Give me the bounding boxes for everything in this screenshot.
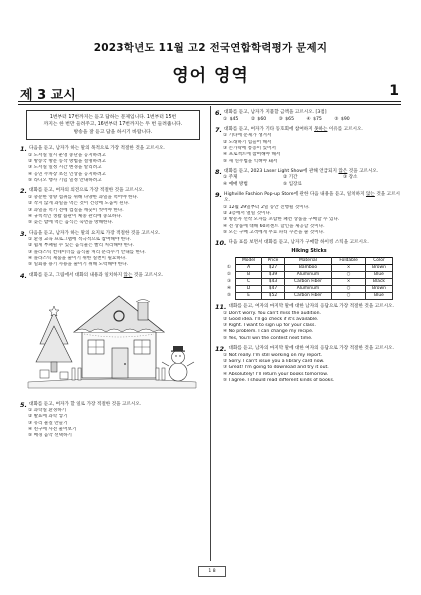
- subject-title: 영어 영역: [172, 66, 249, 86]
- table-cell: $27: [262, 264, 285, 271]
- choice-3[interactable]: ③ $65: [278, 116, 295, 122]
- table-row: [223, 271, 393, 278]
- question-number: 6.: [215, 109, 222, 117]
- choice-4[interactable]: ④ 친구에 사전 물어보기: [28, 427, 77, 432]
- text-segment: 것을 고르시오.: [347, 168, 379, 174]
- text-segment: 것을 고르시오.: [224, 192, 400, 204]
- column-header: Model: [236, 257, 262, 264]
- choice-5[interactable]: ⑤ 새 연주법을 익혀야 돼서: [223, 158, 278, 164]
- choice-3[interactable]: ③ 손가락에 통증이 있어서: [223, 145, 276, 151]
- left-column: [20, 110, 206, 444]
- question-text: 대화를 듣고, 여자가 할 일로 가장 적절한 것을 고르시오.: [29, 401, 142, 407]
- choice-1[interactable]: ① 기타에 문제가 생겨서: [223, 133, 272, 139]
- question-text: [29, 273, 206, 280]
- choice-5[interactable]: ⑤ I agree. I should read different kinds of books.: [223, 377, 335, 383]
- choice-5[interactable]: ⑤ $90: [334, 116, 350, 122]
- table-header-row: [223, 257, 393, 264]
- column-header: Foldable: [332, 257, 366, 264]
- question-number: 2.: [20, 187, 27, 196]
- column-separator: [210, 106, 211, 561]
- table-cell: Brown: [365, 285, 392, 292]
- table-cell: C: [236, 278, 262, 285]
- table-cell: Blue: [365, 292, 392, 299]
- table-cell: Brown: [365, 264, 392, 271]
- table-cell: ×: [332, 264, 366, 271]
- question-4: [20, 273, 206, 398]
- right-column: [215, 110, 403, 388]
- table-corner: [223, 257, 236, 264]
- table-cell: Carbon Fiber: [284, 292, 331, 299]
- question-text: 대화를 듣고, 남자가 지불할 금액을 고르시오. [3점]: [224, 110, 327, 115]
- question-text: [224, 192, 403, 205]
- choice-4[interactable]: ④ 예매 방법: [223, 181, 248, 187]
- underlined-text: 않는: [365, 192, 375, 198]
- choice-list: [215, 133, 403, 165]
- table-cell: $47: [262, 285, 285, 292]
- choice-4[interactable]: ④ $75: [306, 116, 322, 122]
- choice-3[interactable]: ③ 장소: [343, 175, 358, 181]
- choice-2[interactable]: ② 작지 않게 과일을 먹는 것이 건강에 도움이 된다.: [28, 201, 130, 207]
- question-12: [215, 346, 403, 384]
- table-row: [223, 285, 393, 292]
- question-number: 12.: [215, 345, 227, 354]
- house-illustration: [26, 282, 198, 390]
- choice-4[interactable]: ④ 플라스틱 제품을 줄이기 위한 실천이 필요하다.: [28, 256, 127, 262]
- question-number: 11.: [215, 303, 227, 311]
- question-text: 다음을 듣고, 남자가 하는 말의 목적으로 가장 적절한 것을 고르시오.: [29, 146, 165, 152]
- table-cell: B: [236, 271, 262, 278]
- question-number: 10.: [215, 239, 227, 248]
- choice-1[interactable]: ① 과학실 환경하기: [28, 408, 67, 414]
- session-label: 제 3 교시: [20, 88, 76, 103]
- choice-1[interactable]: ① 주제: [223, 175, 238, 181]
- question-number: 9.: [215, 191, 222, 200]
- page-footer: 1 8: [198, 566, 226, 577]
- listening-notice: [26, 110, 200, 140]
- table-cell: Black: [365, 278, 392, 285]
- choice-list: [215, 205, 403, 237]
- text-segment: 대화를 듣고, 여자가 기타 동호회에 참여하지: [224, 126, 315, 132]
- choice-2[interactable]: ② Sorry. I can't issue you a library card now.: [223, 358, 325, 364]
- table-cell: $52: [262, 292, 285, 299]
- underlined-text: 못하는: [314, 126, 328, 132]
- table-cell: Bamboo: [284, 264, 331, 271]
- question-text: 다음을 듣고, 남자가 하는 말의 요지로 가장 적절한 것을 고르시오.: [29, 230, 161, 236]
- choice-4[interactable]: ④ 공연 주차장 초신 인상을 공지하려고: [28, 171, 106, 177]
- table-row: [223, 264, 393, 271]
- table-cell: $43: [262, 278, 285, 285]
- choice-2[interactable]: ② $60: [250, 116, 267, 122]
- header-rule-thin: [18, 104, 401, 105]
- question-text: 대화를 듣고, 여자의 의견으로 가장 적절한 것을 고르시오.: [29, 188, 145, 194]
- notice-line: 방송을 잘 듣고 답을 하시기 바랍니다.: [73, 129, 153, 135]
- row-choice-label[interactable]: ①: [223, 264, 236, 271]
- choice-2[interactable]: ② 노래하기 힘들어 해서: [223, 139, 272, 145]
- choice-list: [20, 195, 206, 227]
- choice-5[interactable]: ⑤ 라디오 행사 기념 일정 안내하려고: [28, 178, 102, 184]
- question-number: 4.: [20, 271, 27, 280]
- choice-3[interactable]: ③ 플라스틱 컨테이너를 음식물 처리 분리수거 안내를 한다.: [28, 249, 146, 255]
- choice-3[interactable]: ③ Great! I'm going to download and try it out.: [223, 365, 329, 371]
- choice-5[interactable]: ⑤ 일회용 용기 사용을 줄이기 위해 노력해야 한다.: [28, 262, 129, 268]
- text-segment: 대화를 듣고, 2023 Laser Light Show에 관해 언급되지: [224, 168, 339, 174]
- choice-3[interactable]: ③ 도서실 일정 시간 변경을 알리려고: [28, 165, 102, 171]
- text-segment: 이유를 고르시오.: [327, 126, 363, 132]
- question-1: [20, 146, 206, 184]
- choice-5[interactable]: ⑤ Yes, You'll win the contest next time.: [223, 335, 313, 341]
- choice-3[interactable]: ③ Right. I want to sign up for your class.: [223, 323, 316, 329]
- question-2: [20, 188, 206, 226]
- table-cell: D: [236, 285, 262, 292]
- table-cell: A: [236, 264, 262, 271]
- choice-4[interactable]: ④ No problem. I can change my recipe.: [223, 329, 314, 335]
- choice-5[interactable]: ⑤ 입장료: [283, 181, 302, 187]
- page-number: 1: [389, 83, 399, 99]
- hiking-sticks-table: [223, 257, 393, 300]
- row-choice-label[interactable]: ④: [223, 285, 236, 292]
- table-cell: ○: [332, 292, 366, 299]
- question-number: 5.: [20, 400, 27, 409]
- table-cell: E: [236, 292, 262, 299]
- choice-5[interactable]: ⑤ 모든 구매 고객에게 무료 파티 쿠폰을 줄 것이다.: [223, 230, 325, 236]
- choice-2[interactable]: ② 3층에서 열릴 것이다.: [223, 211, 272, 217]
- table-cell: ○: [332, 271, 366, 278]
- choice-2[interactable]: ② 기간: [283, 175, 298, 181]
- choice-4[interactable]: ④ 전 상품에 대해 60퍼센트 할인을 제공할 것이다.: [223, 223, 325, 229]
- column-header: Color: [365, 257, 392, 264]
- question-10: [215, 240, 403, 300]
- exam-header: [22, 40, 399, 86]
- question-text: 다음 표를 보면서 대화를 듣고, 남자가 구매할 하이킹 스틱을 고르시오.: [228, 240, 369, 246]
- column-header: Price: [262, 257, 285, 264]
- table-body: [223, 264, 393, 299]
- choice-5[interactable]: ⑤ 늦은 밤에 먹는 음식은 숙면을 방해한다.: [28, 220, 114, 226]
- notice-line: 까지는 한 번만 들려주고, 16번부터 17번까지는 두 번 들려줍니다.: [43, 122, 183, 128]
- choice-3[interactable]: ③ 방문자 선착 모자를 포함한 패션 상품을 구매할 수 있다.: [223, 217, 340, 223]
- header-rule: [18, 101, 401, 102]
- question-number: 3.: [20, 229, 27, 238]
- question-text: 대화를 듣고, 여자의 마지막 말에 대한 남자의 응답으로 가장 적절한 것을 고르시오.: [228, 304, 394, 309]
- row-choice-label[interactable]: ②: [223, 271, 236, 278]
- choice-list: [215, 175, 403, 188]
- question-number: 7.: [215, 125, 222, 134]
- choice-list: [215, 311, 403, 343]
- choice-list: [215, 353, 403, 385]
- choice-list: [20, 153, 206, 185]
- choice-1[interactable]: ① Don't worry. You can't miss the audition.: [223, 310, 321, 316]
- text-segment: 대화를 듣고, 그림에서 대화의 내용과 일치하지: [29, 272, 124, 278]
- question-number: 8.: [215, 167, 222, 176]
- exam-title: 2023학년도 11월 고2 전국연합학력평가 문제지: [93, 42, 328, 54]
- notice-line: 1번부터 17번까지는 듣고 답하는 문제입니다. 1번부터 15번: [49, 115, 177, 120]
- underlined-text: 않는: [123, 272, 133, 278]
- question-text: 대화를 듣고, 남자의 마지막 말에 대한 여자의 응답으로 가장 적절한 것을 고르시오.: [228, 346, 394, 352]
- choice-3[interactable]: ③ 과일을 먹기 전에 껍질을 깨끗이 씻어야 한다.: [28, 207, 124, 213]
- table-cell: ○: [332, 285, 366, 292]
- choice-list: [20, 237, 206, 269]
- table-cell: $39: [262, 271, 285, 278]
- table-cell: Carbon Fiber: [284, 278, 331, 285]
- choice-1[interactable]: ① Not really. I'm still working on my report.: [223, 352, 323, 358]
- choice-2[interactable]: ② 쉽게 부패될 수 있는 음식물은 빨리 처리해야 한다.: [28, 243, 135, 249]
- table-row: [223, 278, 393, 285]
- choice-3[interactable]: ③ 유리 물질 만들기: [28, 420, 68, 426]
- choice-2[interactable]: ② 발표에 과학 넣기: [28, 414, 68, 420]
- choice-1[interactable]: ① 12월 29일부터 2일 동안 진행될 것이다.: [223, 204, 310, 210]
- table-cell: Aluminum: [284, 285, 331, 292]
- question-6: [215, 110, 403, 123]
- table-cell: Blue: [365, 271, 392, 278]
- choice-1[interactable]: ① 충분한 영양 섭취를 위해 다양한 과일을 먹어야 한다.: [28, 194, 139, 200]
- underlined-text: 않은: [338, 168, 348, 174]
- question-5: [20, 402, 206, 440]
- row-choice-label[interactable]: ⑤: [223, 292, 236, 299]
- table-cell: Aluminum: [284, 271, 331, 278]
- choice-2[interactable]: ② 방송국 방문 동작 방법을 설명하려고: [28, 159, 106, 165]
- choice-list: [20, 408, 206, 440]
- choice-5[interactable]: ⑤ 배경 음악 선택하기: [28, 433, 73, 439]
- question-9: [215, 192, 403, 236]
- choice-4[interactable]: ④ Absolutely! I'll return your books tomorrow.: [223, 371, 329, 377]
- choice-1[interactable]: ① $45: [223, 116, 239, 122]
- table-cell: ×: [332, 278, 366, 285]
- question-number: 1.: [20, 145, 27, 154]
- text-segment: 것을 고르시오.: [132, 272, 164, 278]
- question-8: [215, 169, 403, 188]
- table-row: [223, 292, 393, 299]
- choice-1[interactable]: ① 도서실 일시 운영 중단을 공지하려고: [28, 152, 106, 158]
- column-header: Material: [284, 257, 331, 264]
- question-7: [215, 127, 403, 165]
- choice-4[interactable]: ④ 프로젝트에 참여해야 해서: [223, 152, 281, 158]
- question-3: [20, 231, 206, 269]
- choice-2[interactable]: ② Good idea. I'll go check if it's available.: [223, 316, 319, 322]
- table-title: Hiking Sticks: [291, 248, 327, 254]
- choice-4[interactable]: ④ 규칙적인 생활 습관이 체중 관리에 중요하다.: [28, 213, 123, 219]
- text-segment: Highville Fashion Pop-up Store에 관한 다음 내용을 듣고, 일치하지: [224, 192, 366, 198]
- row-choice-label[interactable]: ③: [223, 278, 236, 285]
- choice-list: [215, 117, 403, 123]
- choice-1[interactable]: ① 환경 교육 프로그램에 적극적으로 참여해야 한다.: [28, 237, 132, 243]
- question-11: [215, 304, 403, 342]
